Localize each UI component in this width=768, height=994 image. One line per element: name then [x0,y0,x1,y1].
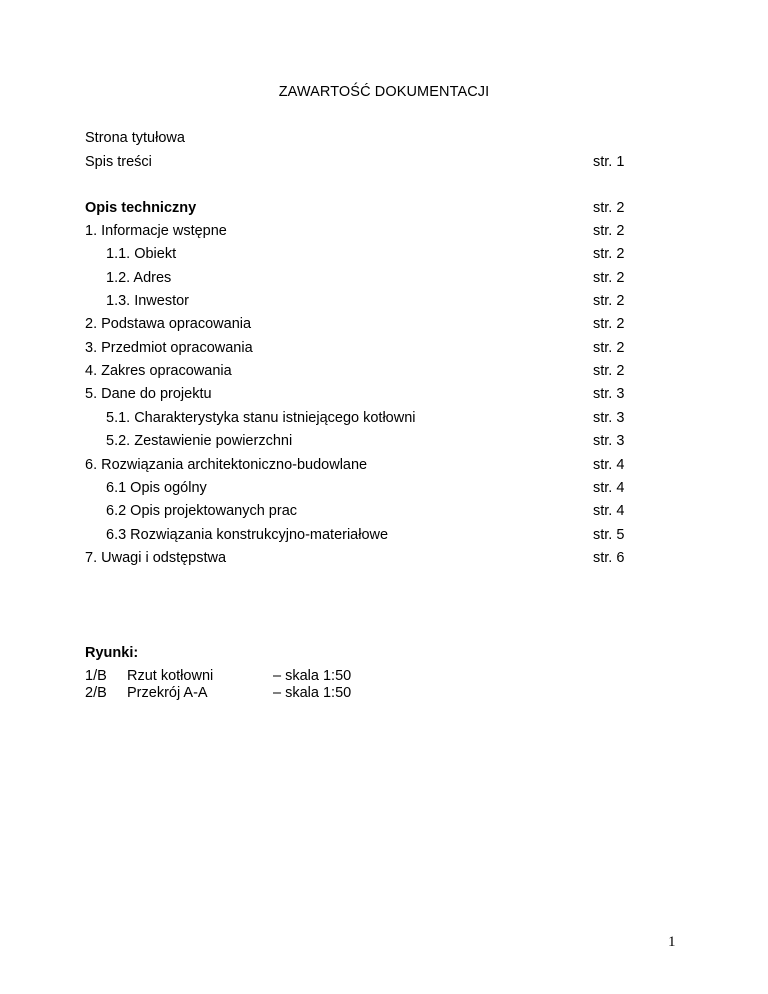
toc-label: 1.2. Adres [106,270,172,286]
toc-page: str. 3 [593,410,625,426]
toc-page: str. 6 [593,550,625,566]
toc-label: 6.1 Opis ogólny [106,480,207,496]
toc-label: 5. Dane do projektu [85,386,212,402]
toc-page: str. 4 [593,503,625,519]
toc-label: 5.2. Zestawienie powierzchni [106,433,293,449]
toc-label: 1.3. Inwestor [106,293,190,309]
toc-row [85,361,630,381]
toc-row [85,268,630,288]
toc-page: str. 5 [593,527,625,543]
drawing-scale: – skala 1:50 [273,668,352,684]
toc-label: 6.3 Rozwiązania konstrukcyjno-materiałowe [106,527,389,543]
toc-label: 3. Przedmiot opracowania [85,340,253,356]
toc-label: 5.1. Charakterystyka stanu istniejącego kotłowni [106,410,416,426]
drawing-code: 2/B [85,685,107,701]
toc-label: 6. Rozwiązania architektoniczno-budowlane [85,457,368,473]
toc-label: Strona tytułowa [85,130,185,146]
toc-row [85,198,630,218]
toc-row [85,408,630,428]
toc-label: 7. Uwagi i odstępstwa [85,550,227,566]
toc-page: str. 2 [593,200,625,216]
toc-page: str. 1 [593,154,625,170]
toc-page: str. 2 [593,316,625,332]
toc-page: str. 3 [593,386,625,402]
drawing-scale: – skala 1:50 [273,685,352,701]
toc-page: str. 2 [593,246,625,262]
toc-label: 1. Informacje wstępne [85,223,227,239]
toc-page: str. 2 [593,363,625,379]
drawings-heading: Ryunki: [85,645,139,661]
toc-row [85,478,630,498]
toc-row [85,314,630,334]
toc-row [85,291,630,311]
toc-row [85,431,630,451]
toc-row [85,338,630,358]
toc-row [85,548,630,568]
toc-page: str. 2 [593,223,625,239]
toc-row [85,501,630,521]
document-title: ZAWARTOŚĆ DOKUMENTACJI [278,84,490,100]
drawing-name: Przekrój A-A [127,685,208,701]
toc-row [85,128,630,148]
toc-row [85,384,630,404]
drawing-code: 1/B [85,668,107,684]
toc-label: 6.2 Opis projektowanych prac [106,503,298,519]
toc-label: 2. Podstawa opracowania [85,316,252,332]
page-number: 1 [668,934,676,950]
drawing-name: Rzut kotłowni [127,668,214,684]
toc-page: str. 2 [593,340,625,356]
toc-label: Opis techniczny [85,200,197,216]
toc-label: 4. Zakres opracowania [85,363,232,379]
toc-label: 1.1. Obiekt [106,246,177,262]
toc-page: str. 2 [593,293,625,309]
toc-row [85,152,630,172]
toc-row [85,221,630,241]
toc-row [85,455,630,475]
toc-page: str. 3 [593,433,625,449]
toc-row [85,244,630,264]
toc-label: Spis treści [85,154,152,170]
toc-page: str. 4 [593,480,625,496]
toc-row [85,525,630,545]
toc-page: str. 4 [593,457,625,473]
toc-page: str. 2 [593,270,625,286]
